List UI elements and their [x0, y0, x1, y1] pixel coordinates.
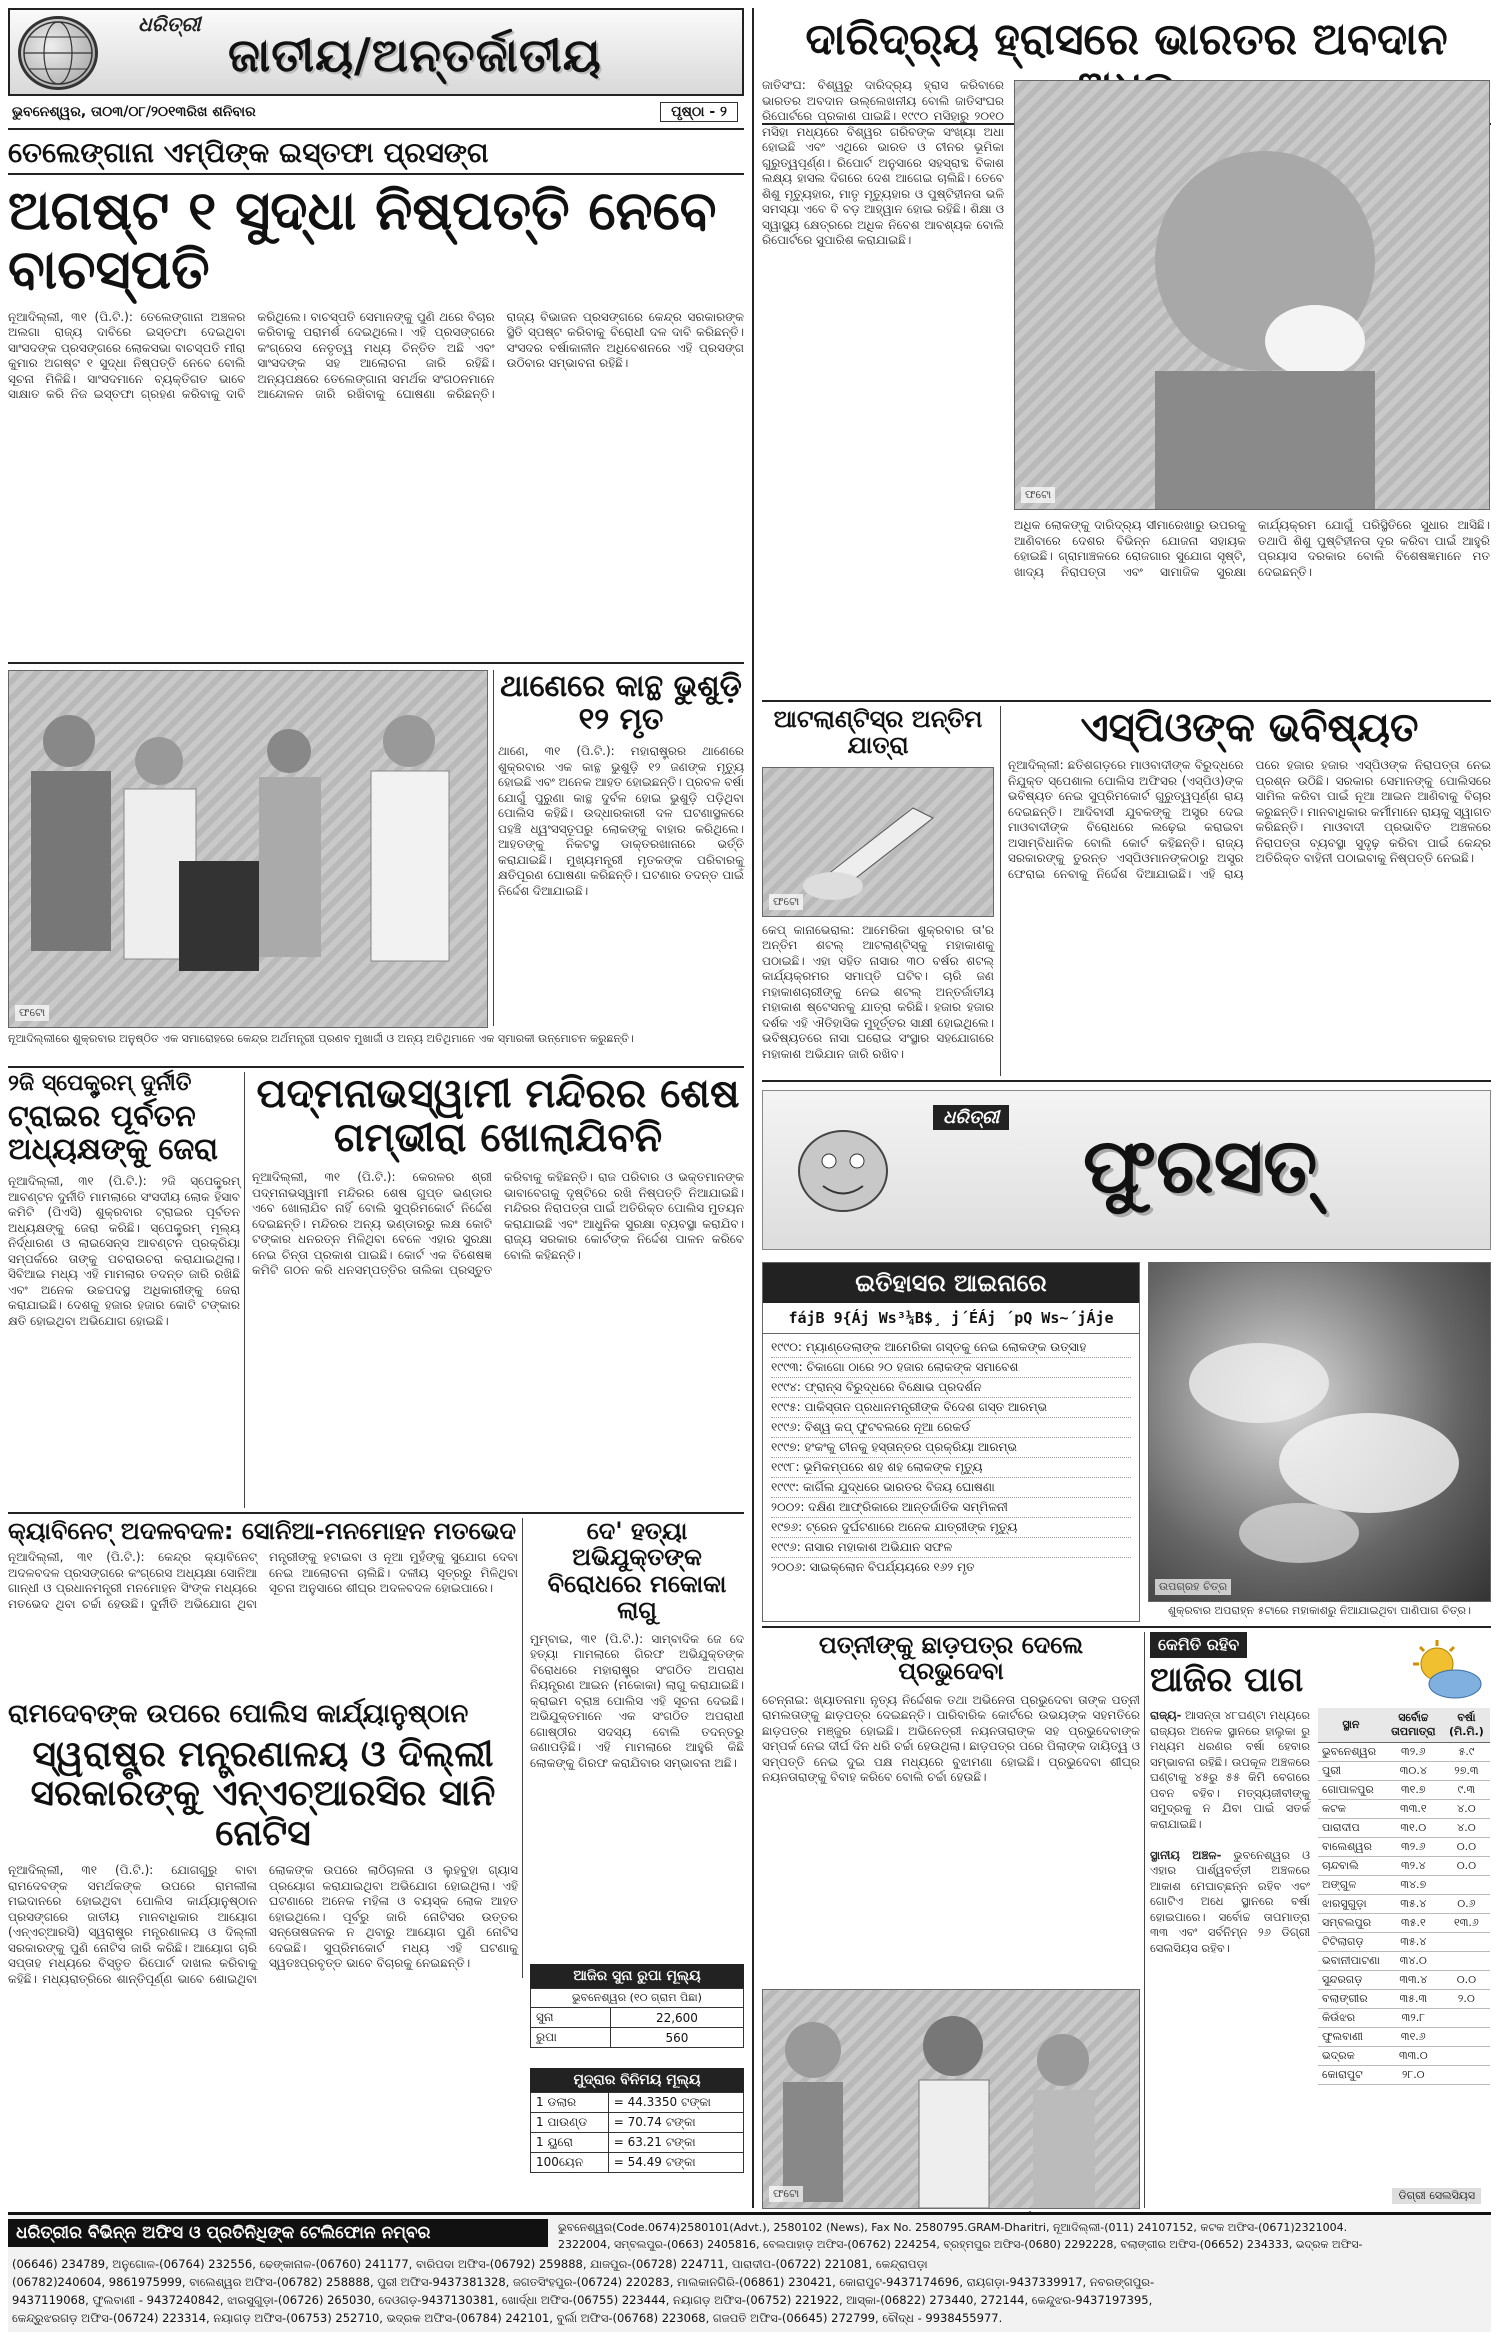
list-item: ୧୯୯୫: ପାକିସ୍ତାନ ପ୍ରଧାନମନ୍ତ୍ରୀଙ୍କ ବିଦେଶ ଗସ୍ତ ଆରମ୍ଭ	[771, 1398, 1131, 1418]
gold-price-box	[530, 1964, 744, 2062]
kicker-rule	[8, 173, 744, 175]
temple-story	[252, 1072, 744, 1508]
table-row: 1 ଡଲାର = 44.3350 ଟଙ୍କା	[531, 2093, 744, 2113]
list-item: ୧୯୯୮: ଭୂମିକମ୍ପରେ ଶହ ଶହ ଲୋକଙ୍କ ମୃତ୍ୟୁ	[771, 1458, 1131, 1478]
atlantis-body: କେପ୍ କାନାଭେରାଲ: ଆମେରିକା ଶୁକ୍ରବାର ତା'ର ଅନ୍ତିମ ଶଟଲ୍ ଆଟଲାଣ୍ଟିସ୍‌କୁ ମହାକାଶକୁ ପଠାଇଛି। ଏହା ସହିତ ନାସାର ୩୦ ବର୍ଷର ଶଟଲ୍ କାର୍ଯ୍ୟକ୍ରମର ସମାପ୍ତି ଘଟିବ। ଚାରି ଜଣ ମହାକାଶଚାରୀଙ୍କୁ ନେଇ ଶଟଲ୍ ଅନ୍ତର୍ଜାତୀୟ ମହାକାଶ ଷ୍ଟେସନକୁ ଯାତ୍ରା କରିଛି। ହଜାର ହଜାର ଦର୍ଶକ ଏହି ଐତିହାସିକ ମୁହୂର୍ତ୍ତର ସାକ୍ଷୀ ହୋଇଥିଲେ। ଭବିଷ୍ୟତରେ ନାସା ଘରୋଇ ସଂସ୍ଥାର ସହଯୋଗରେ ମହାକାଶ ଅଭିଯାନ ଜାରି ରଖିବ।	[762, 922, 994, 1061]
2g-story	[8, 1072, 240, 1508]
weather-table-body	[1318, 1743, 1490, 2085]
section-title: ଜାତୀୟ/ଅନ୍ତର୍ଜାତୀୟ	[228, 28, 602, 82]
globe-logo-icon	[18, 16, 98, 90]
table-row: ସମ୍ବଲପୁର ୩୫.୧ ୧୩.୬	[1318, 1914, 1490, 1933]
prabhudeva-photo-label: ଫଟୋ	[769, 2186, 803, 2202]
weather-kicker: କେମିତି ରହିବ	[1150, 1632, 1247, 1658]
main-column-divider	[752, 8, 754, 2208]
table-row: ଝାରସୁଗୁଡ଼ା ୩୫.୪ ୦.୬	[1318, 1895, 1490, 1914]
poverty-child-photo	[1014, 80, 1490, 510]
dawood-story	[530, 1518, 744, 1954]
table-row: 1 ପାଉଣ୍ଡ = 70.74 ଟଙ୍କା	[531, 2113, 744, 2133]
weather-box	[1150, 1632, 1491, 2208]
table-row: ସୁନ୍ଦରଗଡ଼ ୩୩.୪ ୦.୦	[1318, 1971, 1490, 1990]
thane-headline: ଥାଣେରେ କାନ୍ଥ ଭୁଶୁଡ଼ି ୧୨ ମୃତ	[500, 669, 742, 737]
prabhudeva-photo	[762, 1989, 1140, 2209]
weather-divider	[1144, 1632, 1145, 2208]
table-row: ଭୁବନେଶ୍ୱର ୩୨.୬ ୫.୯	[1318, 1743, 1490, 1762]
telangana-kicker: ତେଲେଙ୍ଗାନା ଏମ୍ପିଙ୍କ ଇସ୍ତଫା ପ୍ରସଙ୍ଗ	[8, 136, 489, 169]
spo-story	[1008, 706, 1491, 1076]
weather-unit-note: ଡିଗ୍ରୀ ସେଲସିୟସ	[1392, 2188, 1481, 2204]
table-row: ପାରାଦୀପ ୩୧.୦ ୪.୦	[1318, 1819, 1490, 1838]
currency-box	[530, 2068, 744, 2198]
list-item: ୧୯୭୬: ଟ୍ରେନ ଦୁର୍ଘଟଣାରେ ଅନେକ ଯାତ୍ରୀଙ୍କ ମୃତ୍ୟୁ	[771, 1518, 1131, 1538]
weather-title: ଆଜିର ପାଗ	[1150, 1660, 1304, 1700]
table-row: ଅଙ୍ଗୁଳ ୩୪.୭	[1318, 1876, 1490, 1895]
table-row: ଫୁଲବାଣୀ ୩୧.୬	[1318, 2028, 1490, 2047]
child-eating-icon	[1015, 81, 1489, 509]
footer-line-6: କେନ୍ଦ୍ରୁଝରଗଡ଼ ଅଫିସ-(06724) 223314, ନୟାଗଡ଼ ଅଫିସ-(06753) 252710, ଭଦ୍ରକ ଅଫିସ-(06784) 242101, ବୁର୍ଲା ଅଫିସ-(06768) 223068, ଗଜପତି ଅଫିସ-(06645) 272799, ବୌଦ୍ଧ - 9938455977.	[12, 2311, 1003, 2325]
cabinet-story	[8, 1518, 518, 1698]
history-banner: fájB 9{Áj Ws³¼B$¸ j´ÉÁj ´pQ Ws~´jÁje	[763, 1303, 1139, 1334]
atlantis-shuttle-photo	[762, 767, 994, 917]
cloud-map-icon	[1149, 1263, 1490, 1601]
sun-cloud-icon	[1403, 1638, 1483, 1702]
temple-headline: ପଦ୍ମନାଭସ୍ୱାମୀ ମନ୍ଦିରର ଶେଷ ଗମ୍ଭୀରା ଖୋଲାଯିବନି	[256, 1071, 740, 1161]
atlantis-headline: ଆଟଲାଣ୍ଟିସ୍‌ର ଅନ୍ତିମ ଯାତ୍ରା	[773, 705, 983, 760]
table-row: ଚାନ୍ଦବାଲି ୩୨.୪ ୦.୦	[1318, 1857, 1490, 1876]
dateline: ଭୁବନେଶ୍ୱର, ତା୦୩/୦୮/୨୦୧୩ରିଖ ଶନିବାର	[12, 104, 256, 120]
pm-photo-caption: ନୂଆଦିଲ୍ଲୀରେ ଶୁକ୍ରବାର ଅନୁଷ୍ଠିତ ଏକ ସମାରୋହରେ କେନ୍ଦ୍ର ଅର୍ଥମନ୍ତ୍ରୀ ପ୍ରଣବ ମୁଖାର୍ଜୀ ଓ ଅନ୍ୟ ଅତିଥିମାନେ ଏକ ସ୍ମାରକୀ ଉନ୍ମୋଚନ କରୁଛନ୍ତି।	[8, 1032, 634, 1045]
currency-table	[530, 2092, 744, 2173]
gold-table-title: ଆଜିର ସୁନା ରୁପା ମୂଲ୍ୟ	[530, 1964, 744, 1988]
atlantis-photo-label: ଫଟୋ	[769, 894, 803, 910]
table-row: ଗୋପାଳପୁର ୩୧.୭ ୯.୩	[1318, 1781, 1490, 1800]
satellite-photo-label: ଉପଗ୍ରହ ଚିତ୍ର	[1155, 1579, 1231, 1595]
list-item: ୨୦୦୬: ସାଇକ୍ଲୋନ ବିପର୍ଯ୍ୟୟରେ ୧୬୨ ମୃତ	[771, 1560, 975, 1574]
poverty-headline: ଦାରିଦ୍ର୍ୟ ହ୍ରାସରେ ଭାରତର ଅବଦାନ	[805, 14, 1448, 65]
history-title: ଇତିହାସର ଆଇନାରେ	[763, 1263, 1139, 1303]
gold-table-subtitle: ଭୁବନେଶ୍ୱର (୧୦ ଗ୍ରାମ ପିଛା)	[531, 1989, 744, 2008]
history-box	[762, 1262, 1140, 1622]
masthead	[8, 8, 744, 128]
dawood-body: ମୁମ୍ବାଇ, ୩୧ (ପି.ଟି.): ସାମ୍ବାଦିକ ଜେ ଦେ ହତ୍ୟା ମାମଲାରେ ଗିରଫ ଅଭିଯୁକ୍ତଙ୍କ ବିରୋଧରେ ମହାରାଷ୍ଟ୍ର ସଂଗଠିତ ଅପରାଧ ନିୟନ୍ତ୍ରଣ ଆଇନ (ମକୋକା) ଲାଗୁ କରାଯାଇଛି। କ୍ରାଇମ ବ୍ରାଞ୍ଚ ପୋଲିସ ଏହି ସୂଚନା ଦେଇଛି। ଅଭିଯୁକ୍ତମାନେ ଏକ ସଂଗଠିତ ଅପରାଧୀ ଗୋଷ୍ଠୀର ସଦସ୍ୟ ବୋଲି ତଦନ୍ତରୁ ଜଣାପଡ଼ିଛି। ଏହି ମାମଲାରେ ଆହୁରି କିଛି ଲୋକଙ୍କୁ ଗିରଫ କରାଯିବାର ସମ୍ଭାବନା ଅଛି।	[530, 1631, 744, 1770]
page-number: ପୃଷ୍ଠା - ୨	[660, 102, 738, 122]
satellite-caption: ଶୁକ୍ରବାର ଅପରାହ୍ନ ୫ଟାରେ ମହାକାଶରୁ ନିଆଯାଇଥିବା ପାଣିପାଗ ଚିତ୍ର।	[1168, 1604, 1471, 1617]
footer-line-3: (06646) 234789, ଅନୁଗୋଳ-(06764) 232556, ଢେଙ୍କାନାଳ-(06760) 241177, ବାରିପଦା ଅଫିସ-(06792) 259888, ଯାଜପୁର-(06728) 224711, ପାରାଦୀପ-(06722) 221081, କେନ୍ଦ୍ରାପଡ଼ା	[12, 2257, 928, 2271]
poverty-story	[762, 8, 1491, 698]
gold-price-table	[530, 1988, 744, 2048]
table-row: ବାଲେଶ୍ୱର ୩୨.୬ ୦.୦	[1318, 1838, 1490, 1857]
telangana-story	[8, 134, 744, 660]
weather-city-desc: ଭୁବନେଶ୍ୱର ଓ ଏହାର ପାର୍ଶ୍ୱବର୍ତ୍ତୀ ଅଞ୍ଚଳରେ ଆକାଶ ମେଘାଚ୍ଛନ୍ନ ରହିବ ଏବଂ ଗୋଟିଏ ଅଧେ ସ୍ଥାନରେ ବର୍ଷା ହୋଇପାରେ। ସର୍ବୋଚ୍ଚ ତାପମାତ୍ରା ୩୩ ଏବଂ ସର୍ବନିମ୍ନ ୨୬ ଡିଗ୍ରୀ ସେଲସିୟସ ରହିବ।	[1150, 1847, 1310, 1955]
atlantis-divider	[1000, 706, 1001, 1076]
poverty-body: ଜାତିସଂଘ: ବିଶ୍ୱରୁ ଦାରିଦ୍ର୍ୟ ହ୍ରାସ କରିବାରେ ଭାରତର ଅବଦାନ ଉଲ୍ଲେଖନୀୟ ବୋଲି ଜାତିସଂଘର ରିପୋର୍ଟରେ ପ୍ରକାଶ ପାଇଛି। ୧୯୯୦ ମସିହାରୁ ୨୦୧୦ ମସିହା ମଧ୍ୟରେ ବିଶ୍ୱର ଗରିବଙ୍କ ସଂଖ୍ୟା ଅଧା ହୋଇଛି ଏବଂ ଏଥିରେ ଭାରତ ଓ ଚୀନର ଭୂମିକା ଗୁରୁତ୍ୱପୂର୍ଣ୍ଣ। ରିପୋର୍ଟ ଅନୁସାରେ ସହସ୍ରାବ୍ଦ ବିକାଶ ଲକ୍ଷ୍ୟ ହାସଲ ଦିଗରେ ଦେଶ ଆଗେଇ ଚାଲିଛି। ତେବେ ଶିଶୁ ମୃତ୍ୟୁହାର, ମାତୃ ମୃତ୍ୟୁହାର ଓ ପୁଷ୍ଟିହୀନତା ଭଳି ସମସ୍ୟା ଏବେ ବି ବଡ଼ ଆହ୍ୱାନ ହୋଇ ରହିଛି। ଶିକ୍ଷା ଓ ସ୍ୱାସ୍ଥ୍ୟ କ୍ଷେତ୍ରରେ ଅଧିକ ନିବେଶ ଆବଶ୍ୟକ ବୋଲି ରିପୋର୍ଟରେ ସୁପାରିଶ କରାଯାଇଛି।	[762, 78, 1004, 247]
table-row: କିଉଁଝର ୩୨.୮	[1318, 2009, 1490, 2028]
weather-state-desc: ଆସନ୍ତା ୪୮ଘଣ୍ଟା ମଧ୍ୟରେ ରାଜ୍ୟର ଅନେକ ସ୍ଥାନରେ ହାଲୁକା ରୁ ମଧ୍ୟମ ଧରଣର ବର୍ଷା ହେବାର ସମ୍ଭାବନା ରହିଛି। ଉପକୂଳ ଅଞ୍ଚଳରେ ଘଣ୍ଟାକୁ ୪୫ରୁ ୫୫ କିମି ବେଗରେ ପବନ ବହିବ। ମତ୍ସ୍ୟଜୀବୀଙ୍କୁ ସମୁଦ୍ରକୁ ନ ଯିବା ପାଇଁ ସତର୍କ କରାଯାଇଛି।	[1150, 1708, 1310, 1831]
telangana-rule	[8, 662, 744, 664]
cabinet-body: ନୂଆଦିଲ୍ଲୀ, ୩୧ (ପି.ଟି.): କେନ୍ଦ୍ର କ୍ୟାବିନେଟ୍ ଅଦଳବଦଳ ପ୍ରସଙ୍ଗରେ କଂଗ୍ରେସ ଅଧ୍ୟକ୍ଷା ସୋନିଆ ଗାନ୍ଧୀ ଓ ପ୍ରଧାନମନ୍ତ୍ରୀ ମନମୋହନ ସିଂଙ୍କ ମଧ୍ୟରେ ମତଭେଦ ଥିବା ଚର୍ଚ୍ଚା ହେଉଛି। ଦୁର୍ନୀତି ଅଭିଯୋଗ ଥିବା ମନ୍ତ୍ରୀଙ୍କୁ ହଟାଇବା ଓ ନୂଆ ମୁହଁଙ୍କୁ ସୁଯୋଗ ଦେବା ନେଇ ଆଲୋଚନା ଚାଲିଛି। ଦଳୀୟ ସୂତ୍ରରୁ ମିଳିଥିବା ସୂଚନା ଅନୁସାରେ ଶୀଘ୍ର ଅଦଳବଦଳ ହୋଇପାରେ।	[8, 1550, 518, 1611]
list-item: ୨୦୦୨: ଦକ୍ଷିଣ ଆଫ୍ରିକାରେ ଆନ୍ତର୍ଜାତିକ ସମ୍ମିଳନୀ	[771, 1498, 1131, 1518]
spo-bottom-rule	[762, 1080, 1491, 1082]
cabinet-headline: କ୍ୟାବିନେଟ୍ ଅଦଳବଦଳ: ସୋନିଆ-ମନମୋହନ ମତଭେଦ	[8, 1517, 517, 1545]
mid-rule-left	[8, 1066, 744, 1068]
atlantis-story	[762, 706, 994, 1076]
poverty-photo-label: ଫଟୋ	[1021, 487, 1055, 503]
fursat-title: ଫୁରସତ୍	[1083, 1121, 1318, 1210]
footer	[8, 2212, 1491, 2332]
couple-photo-icon	[763, 1990, 1139, 2208]
table-row: ଭବାନୀପାଟଣା ୩୪.୦	[1318, 1952, 1490, 1971]
2g-body: ନୂଆଦିଲ୍ଲୀ, ୩୧ (ପି.ଟି.): ୨ଜି ସ୍ପେକ୍ଟ୍ରମ୍ ଆବଣ୍ଟନ ଦୁର୍ନୀତି ମାମଲାରେ ସଂସଦୀୟ ଲୋକ ହିସାବ କମିଟି (ପିଏସି) ଶୁକ୍ରବାର ଟ୍ରାଇର ପୂର୍ବତନ ଅଧ୍ୟକ୍ଷଙ୍କୁ ଜେରା କରିଛି। ସ୍ପେକ୍ଟ୍ରମ୍ ମୂଲ୍ୟ ନିର୍ଦ୍ଧାରଣ ଓ ଲାଇସେନ୍ସ ଆବଣ୍ଟନ ପ୍ରକ୍ରିୟା ସମ୍ପର୍କରେ ତାଙ୍କୁ ପଚରାଉଚରା କରାଯାଇଥିଲା। ସିବିଆଇ ମଧ୍ୟ ଏହି ମାମଲାର ତଦନ୍ତ ଜାରି ରଖିଛି ଏବଂ ଅନେକ ଉଚ୍ଚପଦସ୍ଥ ଅଧିକାରୀଙ୍କୁ ଜେରା କରାଯାଇଛି। ଦେଶକୁ ହଜାର ହଜାର କୋଟି ଟଙ୍କାର କ୍ଷତି ହୋଇଥିବା ଅଭିଯୋଗ ହୋଇଛି।	[8, 1174, 240, 1328]
temple-rule	[8, 1512, 744, 1514]
globe-grid-icon	[21, 19, 95, 87]
list-item: ୧୯୯୯: କାର୍ଗିଲ ଯୁଦ୍ଧରେ ଭାରତର ବିଜୟ ଘୋଷଣା	[771, 1478, 1131, 1498]
list-item: ୧୯୯୪: ଫ୍ରାନ୍ସ ବିରୁଦ୍ଧରେ ବିକ୍ଷୋଭ ପ୍ରଦର୍ଶନ	[771, 1378, 1131, 1398]
thane-body: ଥାଣେ, ୩୧ (ପି.ଟି.): ମହାରାଷ୍ଟ୍ରର ଥାଣେରେ ଶୁକ୍ରବାର ଏକ କାନ୍ଥ ଭୁଶୁଡ଼ି ୧୨ ଜଣଙ୍କ ମୃତ୍ୟୁ ହୋଇଛି ଏବଂ ଅନେକ ଆହତ ହୋଇଛନ୍ତି। ପ୍ରବଳ ବର୍ଷା ଯୋଗୁଁ ପୁରୁଣା କାନ୍ଥ ଦୁର୍ବଳ ହୋଇ ଭୁଶୁଡ଼ି ପଡ଼ିଥିବା ପୋଲିସ କହିଛି। ଉଦ୍ଧାରକାରୀ ଦଳ ଘଟଣାସ୍ଥଳରେ ପହଞ୍ଚି ଧ୍ୱଂସସ୍ତୂପରୁ ଲୋକଙ୍କୁ ବାହାର କରିଥିଲେ। ଆହତଙ୍କୁ ନିକଟସ୍ଥ ଡାକ୍ତରଖାନାରେ ଭର୍ତ୍ତି କରାଯାଇଛି। ମୁଖ୍ୟମନ୍ତ୍ରୀ ମୃତକଙ୍କ ପରିବାରକୁ କ୍ଷତିପୂରଣ ଘୋଷଣା କରିଛନ୍ତି। ଘଟଣାର ତଦନ୍ତ ପାଇଁ ନିର୍ଦ୍ଦେଶ ଦିଆଯାଇଛି।	[498, 744, 744, 898]
2g-headline: ଟ୍ରାଇର ପୂର୍ବତନ ଅଧ୍ୟକ୍ଷଙ୍କୁ ଜେରା	[8, 1099, 219, 1168]
telangana-headline: ଅଗଷ୍ଟ ୧ ସୁଦ୍ଧା ନିଷ୍ପତ୍ତି ନେବେ ବାଚସ୍ପତି	[8, 178, 717, 302]
cartoon-mascot-icon	[783, 1111, 903, 1221]
pm-photo-label: ଫଟୋ	[15, 1005, 49, 1021]
fursat-banner	[762, 1090, 1491, 1250]
table-row: ଟିଟିଲାଗଡ଼ ୩୫.୪	[1318, 1933, 1490, 1952]
thane-story	[498, 670, 744, 1062]
list-item: ୧୯୯୩: ଚିକାଗୋ ଠାରେ ୨୦ ହଜାର ଲୋକଙ୍କ ସମାବେଶ	[771, 1358, 1131, 1378]
mha-kicker: ରାମଦେବଙ୍କ ଉପରେ ପୋଲିସ କାର୍ଯ୍ୟାନୁଷ୍ଠାନ	[8, 1699, 469, 1729]
list-item: ୧୯୯୬: ବିଶ୍ୱ କପ୍ ଫୁଟବଲରେ ନୂଆ ରେକର୍ଡ	[771, 1418, 1131, 1438]
masthead-rule	[8, 128, 744, 130]
table-row: ରୁପା 560	[531, 2028, 744, 2048]
thane-divider	[493, 670, 494, 1026]
prabhudeva-headline: ପତ୍ନୀଙ୍କୁ ଛାଡ଼ପତ୍ର ଦେଲେ ପ୍ରଭୁଦେବା	[818, 1631, 1084, 1686]
dawood-headline: ଦେ' ହତ୍ୟା ଅଭିଯୁକ୍ତଙ୍କ ବିରୋଧରେ ମକୋକା ଲାଗୁ	[547, 1517, 727, 1625]
table-row: ପୁରୀ ୩୦.୪ ୨୭.୩	[1318, 1762, 1490, 1781]
footer-title: ଧରିତ୍ରୀର ବିଭିନ୍ନ ଅଫିସ ଓ ପ୍ରତିନିଧିଙ୍କ ଟେଲିଫୋନ ନମ୍ବର	[8, 2219, 548, 2247]
history-list	[763, 1334, 1139, 1581]
table-row: କୋରାପୁଟ ୨୮.୦	[1318, 2066, 1490, 2085]
satellite-weather-photo	[1148, 1262, 1491, 1602]
table-row: କଟକ ୩୩.୧ ୪.୦	[1318, 1800, 1490, 1819]
mha-story	[8, 1700, 518, 2200]
telangana-body: ନୂଆଦିଲ୍ଲୀ, ୩୧ (ପି.ଟି.): ତେଲେଙ୍ଗାନା ଅଞ୍ଚଳର ଅଲଗା ରାଜ୍ୟ ଦାବିରେ ଇସ୍ତଫା ଦେଇଥିବା ସାଂସଦଙ୍କ ପ୍ରସଙ୍ଗରେ ଲୋକସଭା ବାଚସ୍ପତି ମୀରା କୁମାର ଅଗଷ୍ଟ ୧ ସୁଦ୍ଧା ନିଷ୍ପତ୍ତି ନେବେ ବୋଲି ସୂଚନା ମିଳିଛି। ସାଂସଦମାନେ ବ୍ୟକ୍ତିଗତ ଭାବେ ସାକ୍ଷାତ କରି ନିଜ ଇସ୍ତଫା ଗ୍ରହଣ କରିବାକୁ ଦାବି କରିଥିଲେ। ବାଚସ୍ପତି ସେମାନଙ୍କୁ ପୁଣି ଥରେ ବିଚାର କରିବାକୁ ପରାମର୍ଶ ଦେଇଥିଲେ। ଏହି ପ୍ରସଙ୍ଗରେ କଂଗ୍ରେସ ନେତୃତ୍ୱ ମଧ୍ୟ ଚିନ୍ତିତ ଅଛି ଏବଂ ସାଂସଦଙ୍କ ସହ ଆଲୋଚନା ଜାରି ରହିଛି। ଅନ୍ୟପକ୍ଷରେ ତେଲେଙ୍ଗାନା ସମର୍ଥକ ସଂଗଠନମାନେ ଆନ୍ଦୋଳନ ଜାରି ରଖିବାକୁ ଘୋଷଣା କରିଛନ୍ତି। ରାଜ୍ୟ ବିଭାଜନ ପ୍ରସଙ୍ଗରେ କେନ୍ଦ୍ର ସରକାରଙ୍କ ସ୍ଥିତି ସ୍ପଷ୍ଟ କରିବାକୁ ବିରୋଧୀ ଦଳ ଦାବି କରିଛନ୍ତି। ସଂସଦର ବର୍ଷାକାଳୀନ ଅଧିବେଶନରେ ଏହି ପ୍ରସଙ୍ଗ ଉଠିବାର ସମ୍ଭାବନା ରହିଛି।	[8, 309, 744, 402]
mha-body: ନୂଆଦିଲ୍ଲୀ, ୩୧ (ପି.ଟି.): ଯୋଗଗୁରୁ ବାବା ରାମଦେବଙ୍କ ସମର୍ଥକଙ୍କ ଉପରେ ରାମଲୀଳା ମଇଦାନରେ ହୋଇଥିବା ପୋଲିସ କାର୍ଯ୍ୟାନୁଷ୍ଠାନ ପ୍ରସଙ୍ଗରେ ଜାତୀୟ ମାନବାଧିକାର ଆୟୋଗ (ଏନ୍‌ଏଚ୍‌ଆରସି) ସ୍ୱରାଷ୍ଟ୍ର ମନ୍ତ୍ରଣାଳୟ ଓ ଦିଲ୍ଲୀ ସରକାରଙ୍କୁ ପୁଣି ନୋଟିସ ଜାରି କରିଛି। ଆୟୋଗ ଚାରି ସପ୍ତାହ ମଧ୍ୟରେ ବିସ୍ତୃତ ରିପୋର୍ଟ ଦାଖଲ କରିବାକୁ କହିଛି। ମଧ୍ୟରାତ୍ରିରେ ଶାନ୍ତିପୂର୍ଣ୍ଣ ଭାବେ ଶୋଇଥିବା ଲୋକଙ୍କ ଉପରେ ଲାଠିଚାଳନା ଓ ଲୁହବୁହା ଗ୍ୟାସ ପ୍ରୟୋଗ କରାଯାଇଥିବା ଅଭିଯୋଗ ହୋଇଥିଲା। ଏହି ଘଟଣାରେ ଅନେକ ମହିଳା ଓ ବୟସ୍କ ଲୋକ ଆହତ ହୋଇଥିଲେ। ପୂର୍ବରୁ ଜାରି ନୋଟିସର ଉତ୍ତର ସନ୍ତୋଷଜନକ ନ ଥିବାରୁ ଆୟୋଗ ପୁଣି ନୋଟିସ ଦେଇଛି। ସୁପ୍ରିମକୋର୍ଟ ମଧ୍ୟ ଏହି ଘଟଣାକୁ ସ୍ୱତଃପ୍ରବୃତ୍ତ ଭାବେ ବିଚାରକୁ ନେଇଛନ୍ତି।	[8, 1863, 518, 1986]
mha-headline: ସ୍ୱରାଷ୍ଟ୍ର ମନ୍ତ୍ରଣାଳୟ ଓ ଦିଲ୍ଲୀ ସରକାରଙ୍କୁ ଏନ୍‌ଏଚ୍‌ଆରସିର ସାନି ନୋଟିସ	[30, 1733, 496, 1854]
table-row: ବଲାଙ୍ଗୀର ୩୫.୩ ୨.୦	[1318, 1990, 1490, 2009]
footer-line-1: ଭୁବନେଶ୍ୱର(Code.0674)2580101(Advt.), 2580102 (News), Fax No. 2580795.GRAM-Dharitri, ନୂଆଦିଲ୍ଲୀ-(011) 24107152, କଟକ ଅଫିସ-(0671)2321004.	[558, 2221, 1348, 2234]
cabinet-divider	[522, 1518, 523, 1978]
table-row: 1 ୟୁରୋ = 63.21 ଟଙ୍କା	[531, 2133, 744, 2153]
prabhudeva-body: ଚେନ୍ନାଇ: ଖ୍ୟାତନାମା ନୃତ୍ୟ ନିର୍ଦ୍ଦେଶକ ତଥା ଅଭିନେତା ପ୍ରଭୁଦେବା ତାଙ୍କ ପତ୍ନୀ ରାମଲତାଙ୍କୁ ଛାଡ଼ପତ୍ର ଦେଇଛନ୍ତି। ପାରିବାରିକ କୋର୍ଟରେ ଉଭୟଙ୍କ ସହମତିରେ ଛାଡ଼ପତ୍ର ମଞ୍ଜୁର ହୋଇଛି। ଅଭିନେତ୍ରୀ ନୟନତାରାଙ୍କ ସହ ପ୍ରଭୁଦେବାଙ୍କ ସମ୍ପର୍କ ନେଇ ଦୀର୍ଘ ଦିନ ଧରି ଚର୍ଚ୍ଚା ହେଉଥିଲା। ଛାଡ଼ପତ୍ର ପରେ ପିଲାଙ୍କ ଦାୟିତ୍ୱ ଓ ସମ୍ପତ୍ତି ନେଇ ଦୁଇ ପକ୍ଷ ମଧ୍ୟରେ ବୁଝାମଣା ହୋଇଛି। ପ୍ରଭୁଦେବା ଶୀଘ୍ର ନୟନତାରାଙ୍କୁ ବିବାହ କରିବେ ବୋଲି ଚର୍ଚ୍ଚା ହେଉଛି।	[762, 1692, 1140, 1785]
history-bottom-rule	[762, 1626, 1491, 1628]
table-row: ଭଦ୍ରକ ୩୩.୦	[1318, 2047, 1490, 2066]
masthead-logo: ଧରିତ୍ରୀ	[138, 12, 201, 36]
list-item: ୧୯୯୬: ନାସାର ମହାକାଶ ଅଭିଯାନ ସଫଳ	[771, 1538, 1131, 1558]
weather-state	[1150, 1708, 1491, 2085]
2g-divider	[244, 1072, 245, 1508]
temple-body: ନୂଆଦିଲ୍ଲୀ, ୩୧ (ପି.ଟି.): କେରଳର ଶ୍ରୀ ପଦ୍ମନାଭସ୍ୱାମୀ ମନ୍ଦିରର ଶେଷ ଗୁପ୍ତ ଭଣ୍ଡାର ଏବେ ଖୋଲାଯିବ ନାହିଁ ବୋଲି ସୁପ୍ରିମକୋର୍ଟ ନିର୍ଦ୍ଦେଶ ଦେଇଛନ୍ତି। ମନ୍ଦିରର ଅନ୍ୟ ଭଣ୍ଡାରରୁ ଲକ୍ଷ କୋଟି ଟଙ୍କାର ଧନରତ୍ନ ମିଳିଥିବା ବେଳେ ଏହାର ସୁରକ୍ଷା ନେଇ ଚିନ୍ତା ପ୍ରକାଶ ପାଇଛି। କୋର୍ଟ ଏକ ବିଶେଷଜ୍ଞ କମିଟି ଗଠନ କରି ଧନସମ୍ପତ୍ତିର ତାଲିକା ପ୍ରସ୍ତୁତ କରିବାକୁ କହିଛନ୍ତି। ରାଜ ପରିବାର ଓ ଭକ୍ତମାନଙ୍କ ଭାବାବେଗକୁ ଦୃଷ୍ଟିରେ ରଖି ନିଷ୍ପତ୍ତି ନିଆଯାଇଛି। ମନ୍ଦିରର ନିରାପତ୍ତା ପାଇଁ ଅତିରିକ୍ତ ପୋଲିସ ମୁତୟନ କରାଯାଇଛି ଏବଂ ଆଧୁନିକ ସୁରକ୍ଷା ବ୍ୟବସ୍ଥା କରାଯିବ। ରାଜ୍ୟ ସରକାର କୋର୍ଟଙ୍କ ନିର୍ଦ୍ଦେଶ ପାଳନ କରିବେ ବୋଲି କହିଛନ୍ତି।	[252, 1170, 744, 1277]
footer-line-5: 9437119068, ଫୁଲବାଣୀ - 9437240842, ଝାରସୁଗୁଡ଼ା-(06726) 265030, ଦେଓଗଡ଼-9437130381, ଖୋର୍ଦ୍ଧା ଅଫିସ-(06755) 223444, ନୟାଗଡ଼ ଅଫିସ-(06752) 221922, ଆସ୍କା-(06822) 273440, 272144, କେନ୍ଦୁଝର-9437197395,	[12, 2293, 1153, 2307]
weather-state-text	[1150, 1708, 1310, 2085]
weather-table: ସ୍ଥାନ ସର୍ବୋଚ୍ଚ ତାପମାତ୍ରା ବର୍ଷା (ମି.ମି.) ଭୁବନେଶ୍ୱର ୩୨.୬ ୫.୯ ପୁରୀ ୩୦.୪ ୨୭.୩ ଗୋପାଳପୁର ୩୧.୭ ୯.୩ କଟକ ୩୩.୧ ୪.୦ ପାରାଦୀପ ୩୧.୦ ୪.୦ ବାଲେଶ୍ୱର ୩୨.୬ ୦.୦ ଚାନ୍ଦବାଲି ୩୨.୪ ୦.୦ ଅଙ୍ଗୁଳ ୩୪.୭ ଝାରସୁଗୁଡ଼ା ୩୫.୪ ୦.୬ ସମ୍ବଲପୁର ୩୫.୧ ୧୩.୬ ଟିଟିଲାଗଡ଼ ୩୫.୪ ଭବାନୀପାଟଣା ୩୪.୦ ସୁନ୍ଦରଗଡ଼ ୩୩.୪ ୦.୦ ବଲାଙ୍ଗୀର ୩୫.୩ ୨.୦ କିଉଁଝର ୩୨.୮ ଫୁଲବାଣୀ ୩୧.୬ ଭଦ୍ରକ ୩୩.୦ କୋରାପୁଟ ୨୮.୦	[1318, 1708, 1490, 2085]
poverty-body-2: ଅଧିକ ଲୋକଙ୍କୁ ଦାରିଦ୍ର୍ୟ ସୀମାରେଖାରୁ ଉପରକୁ ଆଣିବାରେ ଦେଶର ବିଭିନ୍ନ ଯୋଜନା ସହାୟକ ହୋଇଛି। ଗ୍ରାମାଞ୍ଚଳରେ ରୋଜଗାର ସୁଯୋଗ ସୃଷ୍ଟି, ଖାଦ୍ୟ ନିରାପତ୍ତା ଏବଂ ସାମାଜିକ ସୁରକ୍ଷା କାର୍ଯ୍ୟକ୍ରମ ଯୋଗୁଁ ପରିସ୍ଥିତିରେ ସୁଧାର ଆସିଛି। ତଥାପି ଶିଶୁ ପୁଷ୍ଟିହୀନତା ଦୂର କରିବା ପାଇଁ ଆହୁରି ପ୍ରୟାସ ଦରକାର ବୋଲି ବିଶେଷଜ୍ଞମାନେ ମତ ଦେଇଛନ୍ତି।	[1014, 518, 1490, 579]
currency-table-title: ମୁଦ୍ରାର ବିନିମୟ ମୂଲ୍ୟ	[530, 2068, 744, 2092]
poverty-bottom-rule	[762, 700, 1491, 702]
table-row: ସୁନା 22,600	[531, 2008, 744, 2028]
group-people-icon	[9, 671, 487, 1027]
spo-headline: ଏସ୍‌ପିଓଙ୍କ ଭବିଷ୍ୟତ	[1080, 705, 1419, 751]
weather-state-label: ରାଜ୍ୟ-	[1150, 1708, 1182, 1722]
spo-body: ନୂଆଦିଲ୍ଲୀ: ଛତିଶଗଡ଼ରେ ମାଓବାଦୀଙ୍କ ବିରୁଦ୍ଧରେ ନିଯୁକ୍ତ ସ୍ପେଶାଲ ପୋଲିସ ଅଫିସର (ଏସ୍‌ପିଓ)ଙ୍କ ଭବିଷ୍ୟତ ନେଇ ସୁପ୍ରିମକୋର୍ଟ ଗୁରୁତ୍ୱପୂର୍ଣ୍ଣ ରାୟ ଦେଇଛନ୍ତି। ଆଦିବାସୀ ଯୁବକଙ୍କୁ ଅସ୍ତ୍ର ଦେଇ ମାଓବାଦୀଙ୍କ ବିରୋଧରେ ଲଢ଼େଇ କରାଇବା ଅସାମ୍ବିଧାନିକ ବୋଲି କୋର୍ଟ କହିଛନ୍ତି। ରାଜ୍ୟ ସରକାରଙ୍କୁ ତୁରନ୍ତ ଏସ୍‌ପିଓମାନଙ୍କଠାରୁ ଅସ୍ତ୍ର ଫେରାଇ ନେବାକୁ ନିର୍ଦ୍ଦେଶ ଦିଆଯାଇଛି। ଏହି ରାୟ ପରେ ହଜାର ହଜାର ଏସ୍‌ପିଓଙ୍କ ନିରାପତ୍ତା ନେଇ ପ୍ରଶ୍ନ ଉଠିଛି। ସରକାର ସେମାନଙ୍କୁ ପୋଲିସରେ ସାମିଲ କରିବା ପାଇଁ ନୂଆ ଆଇନ ଆଣିବାକୁ ବିଚାର କରୁଛନ୍ତି। ମାନବାଧିକାର କର୍ମୀମାନେ ରାୟକୁ ସ୍ୱାଗତ କରିଛନ୍ତି। ମାଓବାଦୀ ପ୍ରଭାବିତ ଅଞ୍ଚଳରେ ନିରାପତ୍ତା ବ୍ୟବସ୍ଥା ସୁଦୃଢ଼ କରିବା ପାଇଁ କେନ୍ଦ୍ର ଅତିରିକ୍ତ ବାହିନୀ ପଠାଇବାକୁ ନିଷ୍ପତ୍ତି ନେଇଛି।	[1008, 758, 1491, 881]
fursat-logo: ଧରିତ୍ରୀ	[933, 1105, 1009, 1130]
weather-city-label: ସ୍ଥାନୀୟ ଅଞ୍ଚଳ-	[1150, 1847, 1222, 1862]
footer-line-2: 2322004, ସମ୍ବଲପୁର-(0663) 2405816, ବେଲପାହାଡ଼ ଅଫିସ-(06762) 224254, ବ୍ରହ୍ମପୁର ଅଫିସ-(0680) 2292228, ବଲାଙ୍ଗୀର ଅଫିସ-(06652) 234333, ଭଦ୍ରକ ଅଫିସ-	[558, 2238, 1363, 2251]
2g-kicker: ୨ଜି ସ୍ପେକ୍ଟ୍ରମ୍ ଦୁର୍ନୀତି	[8, 1071, 192, 1096]
table-row: 100ୟେନ = 54.49 ଟଙ୍କା	[531, 2153, 744, 2173]
list-item: ୧୯୯୭: ହଂକଂକୁ ଚୀନକୁ ହସ୍ତାନ୍ତର ପ୍ରକ୍ରିୟା ଆରମ୍ଭ	[771, 1438, 1131, 1458]
list-item: ୧୯୯୦: ମ୍ୟାଣ୍ଡେଲାଙ୍କ ଆମେରିକା ଗସ୍ତକୁ ନେଇ ଲୋକଙ୍କ ଉତ୍ସାହ	[771, 1338, 1131, 1358]
footer-line-4: (06782)240604, 9861975999, ବାଲେଶ୍ୱର ଅଫିସ-(06782) 258888, ପୁରୀ ଅଫିସ-9437381328, ଜଗତସିଂହପୁର-(06724) 220283, ମାଲକାନଗିରି-(06861) 230421, କୋରାପୁଟ-9437174696, ରାୟଗଡ଼ା-9437339917, ନବରଙ୍ଗପୁର-	[12, 2275, 1155, 2289]
pm-event-photo	[8, 670, 488, 1028]
prabhudeva-story	[762, 1632, 1140, 2208]
